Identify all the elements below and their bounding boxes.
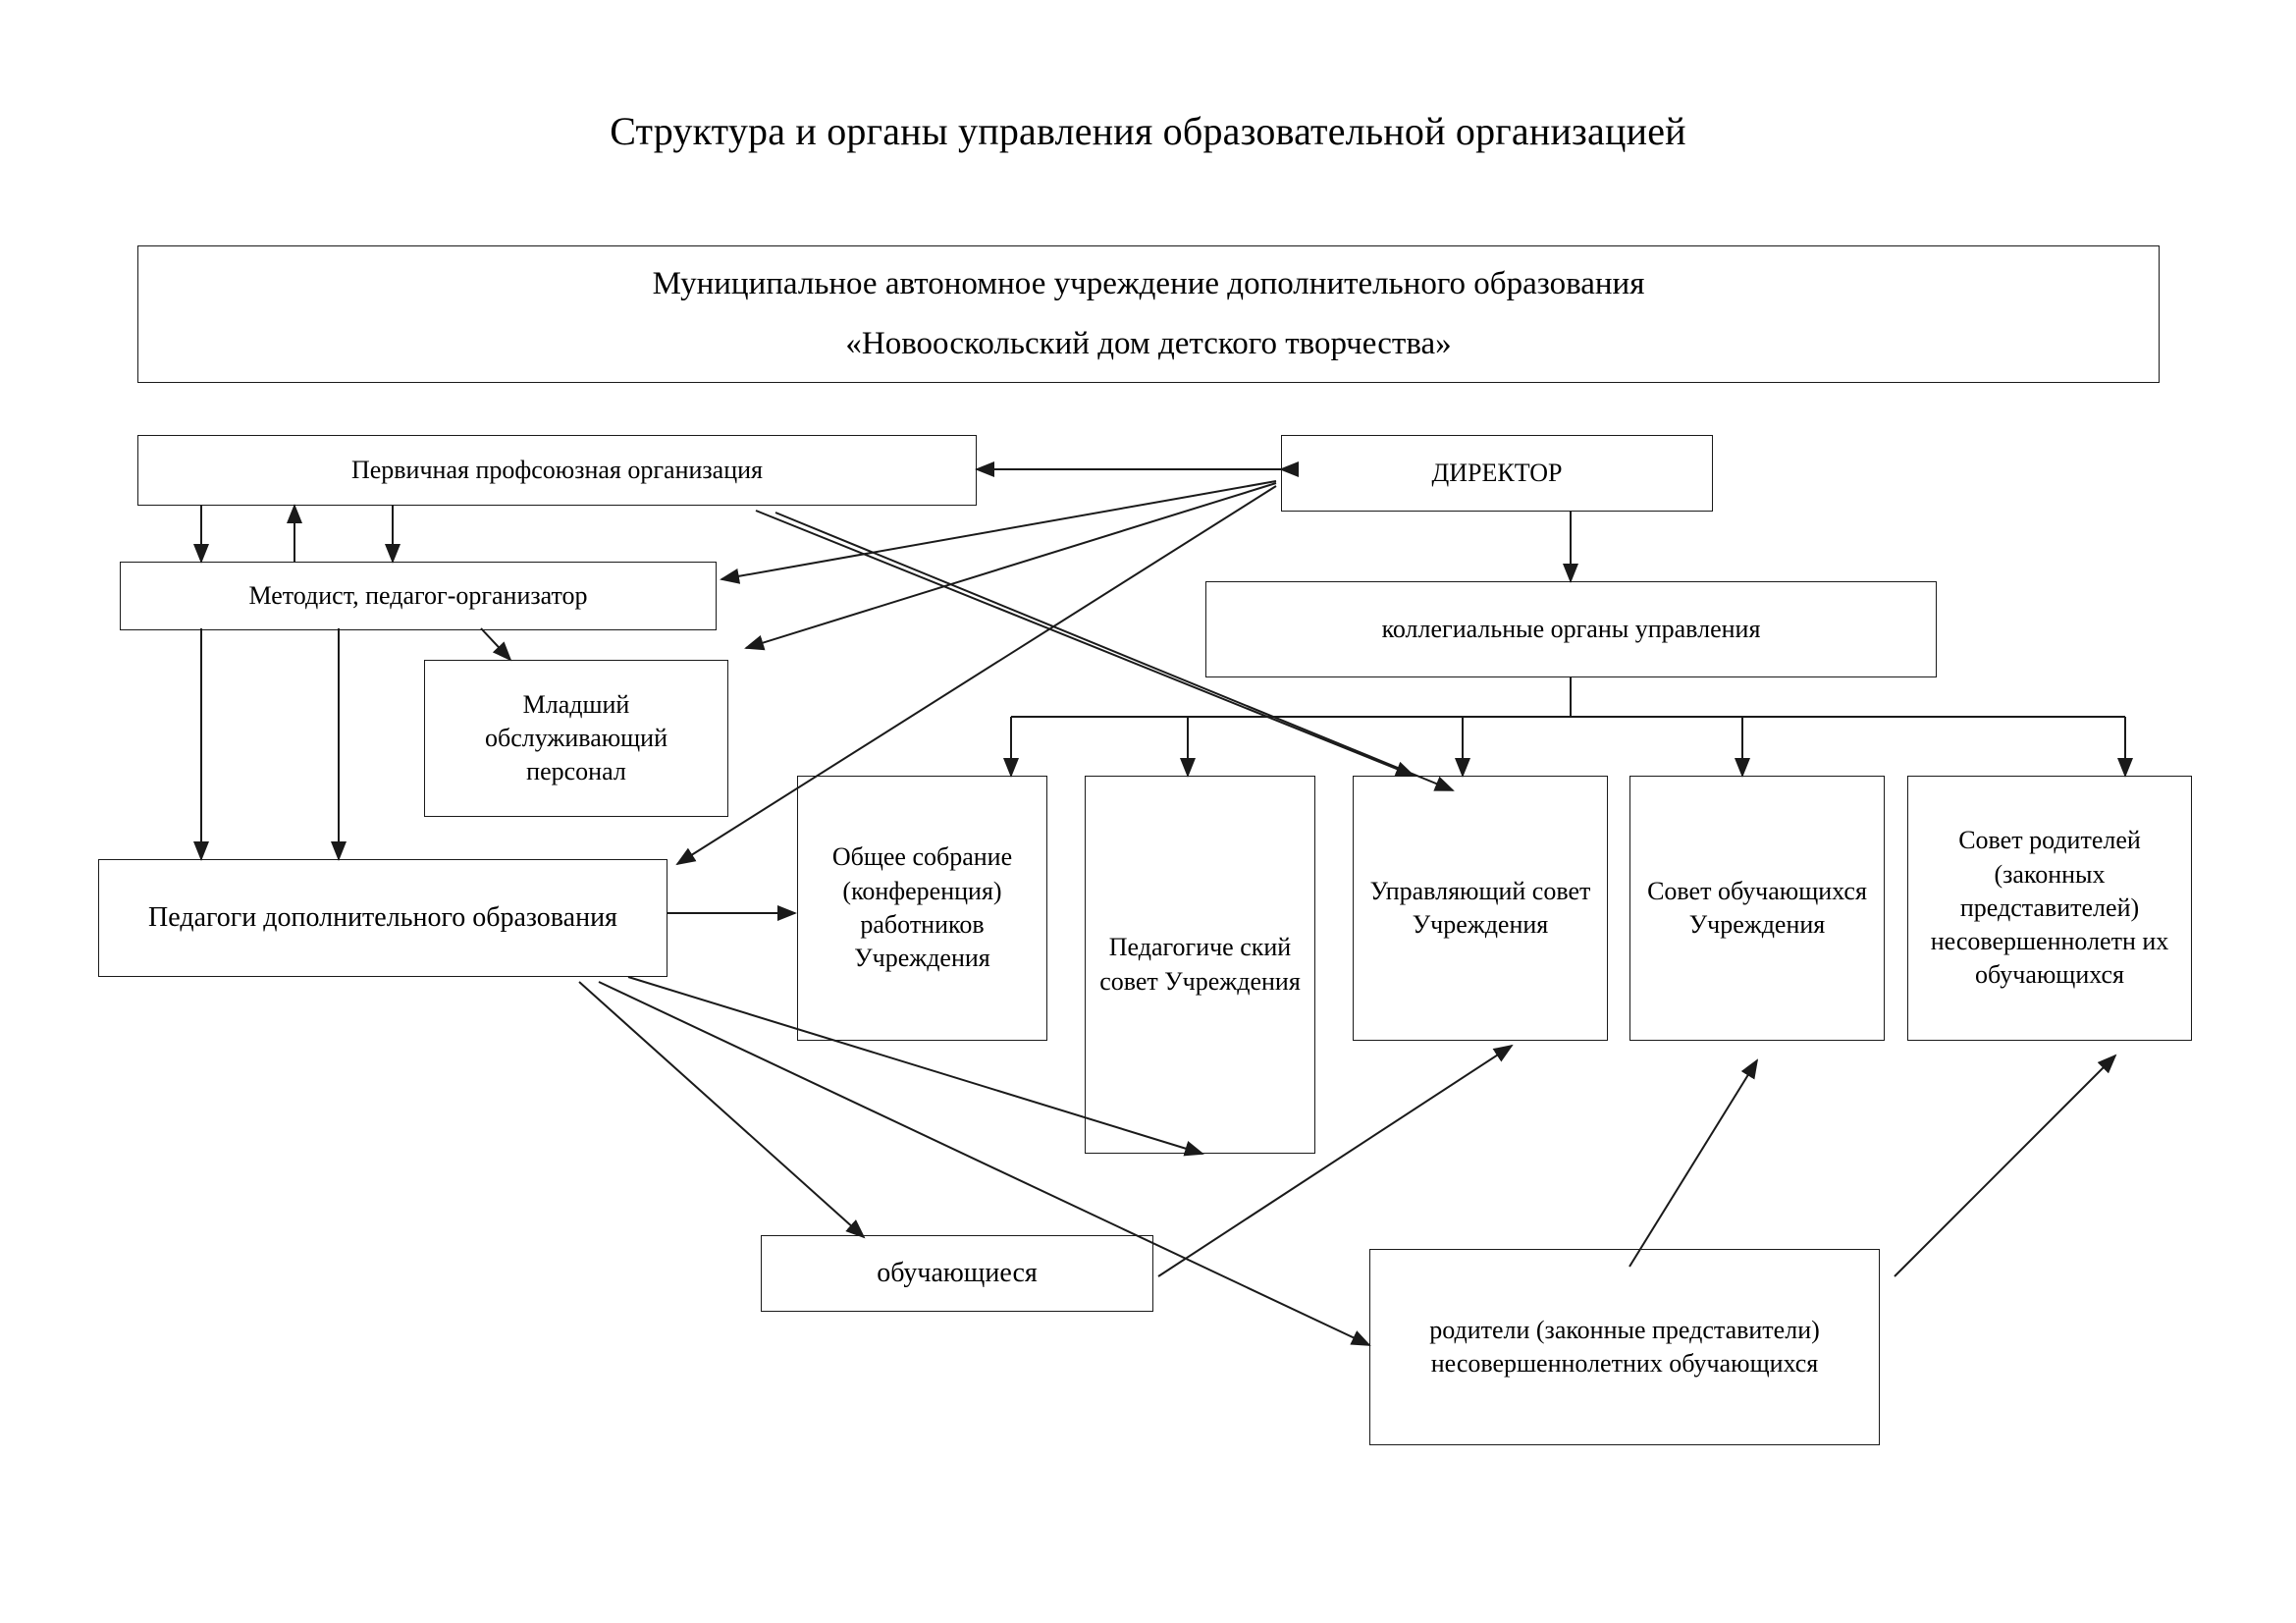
node-junior-staff bbox=[424, 660, 728, 817]
node-pedagogical-council-label: Педагогиче ский совет Учреждения bbox=[1099, 933, 1301, 996]
node-general-meeting bbox=[797, 776, 1047, 1041]
node-parents-council-label: Совет родителей (законных представителей) несовершеннолетн их обучающихся bbox=[1930, 826, 2169, 990]
node-parents-label: родители (законные представители) несовершеннолетних обучающихся bbox=[1429, 1315, 1820, 1378]
node-teachers bbox=[98, 859, 667, 977]
node-teachers-label: Педагоги дополнительного образования bbox=[148, 901, 617, 933]
node-pedagogical-council bbox=[1085, 776, 1315, 1154]
node-students-council-label: Совет обучающихся Учреждения bbox=[1647, 876, 1867, 939]
organization-header-line1: Муниципальное автономное учреждение дополнительного образования bbox=[652, 265, 1645, 301]
node-parents bbox=[1369, 1249, 1880, 1445]
node-students-label: обучающиеся bbox=[877, 1257, 1038, 1288]
node-governing-council bbox=[1353, 776, 1608, 1041]
node-collegial-bodies bbox=[1205, 581, 1937, 677]
node-general-meeting-label: Общее собрание (конференция) работников Учреждения bbox=[831, 842, 1013, 973]
node-parents-council bbox=[1907, 776, 2192, 1041]
node-union bbox=[137, 435, 977, 506]
node-methodist bbox=[120, 562, 717, 630]
node-organization-header bbox=[137, 245, 2160, 383]
organization-header-line2: «Новооскольский дом детского творчества» bbox=[845, 326, 1452, 361]
node-union-label: Первичная профсоюзная организация bbox=[350, 455, 764, 484]
node-director bbox=[1281, 435, 1713, 512]
node-junior-staff-label: Младший обслуживающий персонал bbox=[484, 689, 668, 786]
node-governing-council-label: Управляющий совет Учреждения bbox=[1369, 876, 1591, 939]
page-title: Структура и органы управления образовательной организацией bbox=[610, 109, 1686, 153]
node-methodist-label: Методист, педагог-организатор bbox=[248, 580, 588, 610]
node-students-council bbox=[1629, 776, 1885, 1041]
node-students bbox=[761, 1235, 1153, 1312]
node-director-label: ДИРЕКТОР bbox=[1431, 458, 1563, 487]
node-collegial-bodies-label: коллегиальные органы управления bbox=[1381, 614, 1761, 643]
